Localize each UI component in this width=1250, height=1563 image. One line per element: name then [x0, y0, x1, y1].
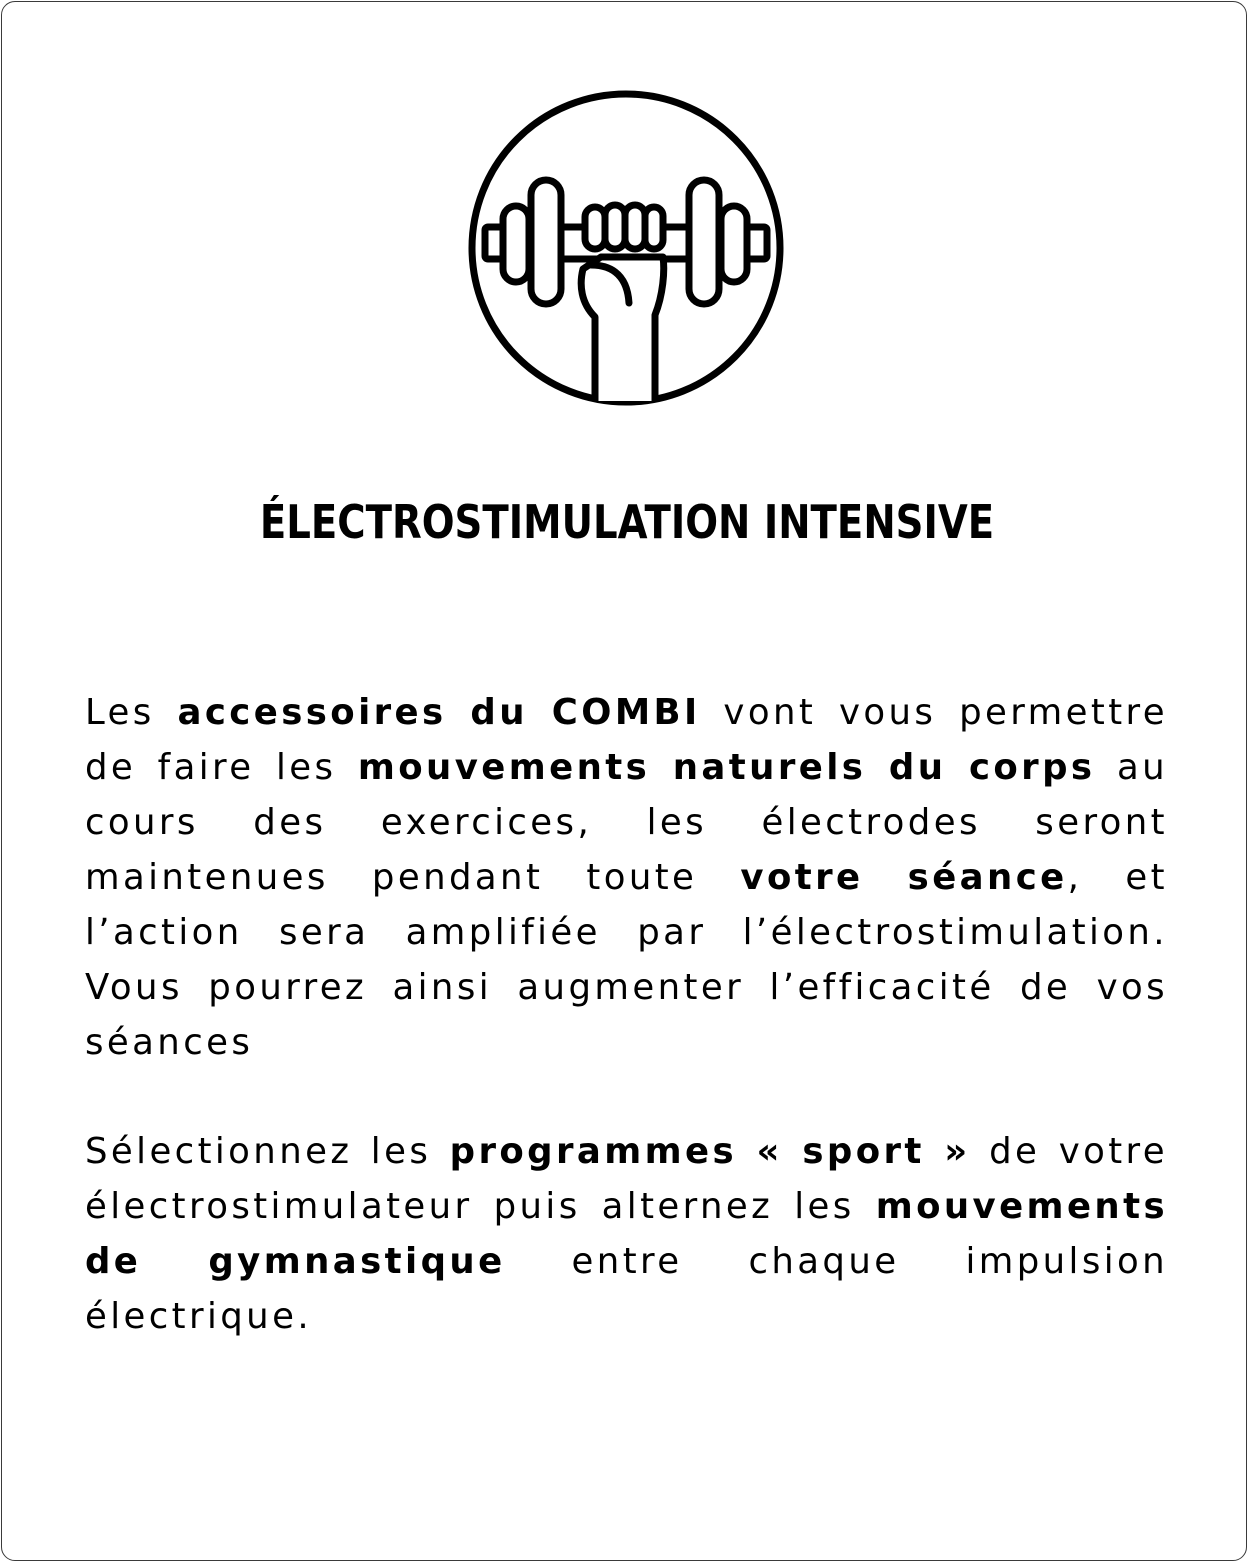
body-text: au cours des exercices, les électrodes seront maintenues pendant toute [85, 747, 1168, 898]
body-text: Les [85, 692, 178, 733]
paragraph-accessories [85, 685, 1168, 1070]
emphasized-text: mouvements de gymnastique [85, 1186, 1168, 1282]
info-card [1, 1, 1247, 1561]
emphasized-text: votre séance [740, 857, 1068, 898]
body-text: Sélectionnez les [85, 1131, 450, 1172]
emphasized-text: programmes « sport » [449, 1131, 971, 1172]
body-text: vont vous permettre de faire les [85, 692, 1168, 788]
body-text: de votre électrostimulateur puis alternez les [85, 1131, 1168, 1227]
body-text: , et l’action sera amplifiée par l’électrostimulation. Vous pourrez ainsi augmenter l’efficacité de vos séances [85, 857, 1168, 1063]
emphasized-text: mouvements naturels du corps [357, 747, 1096, 788]
body-text: entre chaque impulsion électrique. [85, 1241, 1168, 1337]
paragraph-programs [85, 1124, 1168, 1344]
dumbbell-fist-icon [467, 89, 785, 407]
page-title: ÉLECTROSTIMULATION INTENSIVE [259, 495, 995, 549]
emphasized-text: accessoires du COMBI [177, 692, 701, 733]
